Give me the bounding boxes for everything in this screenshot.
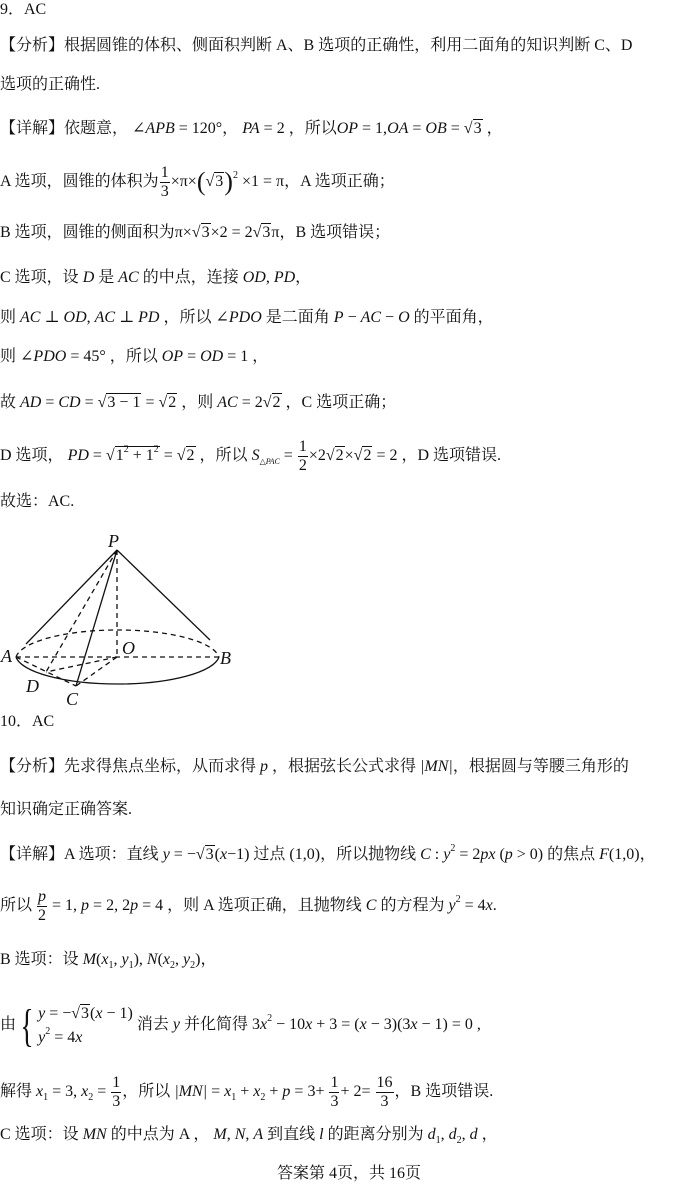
q9-option-c-line2: 则 AC ⊥ OD, AC ⊥ PD ，所以 ∠PDO 是二面角 P − AC − O 的平面角， bbox=[0, 309, 494, 326]
q9-analysis: 【分析】根据圆锥的体积、侧面积判断 A、B 选项的正确性，利用二面角的知识判断 C、D bbox=[0, 37, 633, 54]
q9-option-c-line3: 则 ∠PDO = 45° ，所以 OP = OD = 1 ， bbox=[0, 348, 269, 365]
equation-system: { y = −√3(x − 1) $y^2 = 4x$ bbox=[20, 999, 133, 1051]
q9-option-d: D 选项， PD = $√1^2 + 1^2 = √2$ ，所以 $S_{\triangle PAC}$ = $\frac{1}{2}$ ×2√2×√2 = 2 ，D 选项错误. bbox=[0, 437, 502, 474]
detail-label: 【详解】依题意， bbox=[0, 120, 129, 137]
angle-apb: ∠APB bbox=[132, 120, 175, 137]
cone-diagram bbox=[0, 520, 300, 710]
q9-conclusion: 故选：AC. bbox=[0, 493, 75, 510]
label-a: A bbox=[1, 646, 12, 666]
q9-header: 9．AC bbox=[0, 1, 47, 18]
label-o: O bbox=[122, 638, 135, 658]
q10-option-b-line2: 由{ y = −√3(x − 1) $y^2 = 4x$ 消去 y 并化简得 $3x^2 - 10x + 3 = (x - 3)(3x - 1) = 0$ , bbox=[0, 999, 481, 1051]
q9-option-a: A 选项，圆锥的体积为 $\frac{1}{3}$ $\times\pi\times(√3)^2 \times 1 = \pi$，A 选项正确； bbox=[0, 163, 395, 200]
fraction-one-half: $\frac{1}{2}$ bbox=[298, 437, 307, 474]
q10-analysis-line1: 【分析】先求得焦点坐标，从而求得 p ，根据弦长公式求得 |MN|，根据圆与等腰三角形的 bbox=[0, 758, 629, 775]
q10-detail-line1: 【详解】A 选项：直线 y = −√3(x−1) 过点 (1,0)，所以抛物线 C : $y^2 = 2px$ (p > 0) 的焦点 F(1,0)， bbox=[0, 843, 656, 863]
option-b-suffix: ，B 选项错误； bbox=[279, 224, 391, 241]
equation-1: y = −√3(x − 1) bbox=[38, 1004, 133, 1022]
option-a-suffix: ，A 选项正确； bbox=[284, 173, 395, 190]
pa-value: PA bbox=[242, 120, 260, 137]
q9-detail-intro: 【详解】依题意， ∠APB = 120°， PA = 2 ，所以OP = 1,OA = OB = √3 ， bbox=[0, 120, 503, 137]
q10-option-c-line1: C 选项：设 MN 的中点为 A ， M, N, A 到直线 l 的距离分别为 $d_1$, $d_2$, d ， bbox=[0, 1126, 498, 1146]
page-footer: 答案第 4页，共 16页 bbox=[276, 1165, 421, 1182]
cone-svg bbox=[0, 520, 300, 710]
fraction-p-over-2: $\frac{p}{2}$ bbox=[38, 887, 47, 924]
q10-option-b-line3: 解得 $x_1 = 3$, $x_2$ = $\frac{1}{3}$ ，所以 $|MN| = x_1 + x_2 + p = 3+$ $\frac{1}{3}$ + 2= $\frac{16}{3}$ ，B 选项错误. bbox=[0, 1073, 494, 1110]
option-a-prefix: A 选项，圆锥的体积为 bbox=[0, 173, 159, 190]
label-d: D bbox=[26, 676, 39, 696]
label-b: B bbox=[220, 648, 231, 668]
q10-header: 10．AC bbox=[0, 713, 55, 730]
q9-analysis-continued: 选项的正确性. bbox=[0, 76, 101, 93]
q10-detail-line2: 所以 $\frac{p}{2}$ = 1, p = 2, 2p = 4 ，则 A 选项正确，且抛物线 C 的方程为 $y^2 = 4x$. bbox=[0, 887, 497, 924]
q10-option-b-line1: B 选项：设 $M(x_1$, $y_1$), $N(x_2$, $y_2$)， bbox=[0, 951, 217, 971]
label-c: C bbox=[66, 689, 79, 709]
q9-option-b: B 选项，圆锥的侧面积为π×√3×2 = 2√3π，B 选项错误； bbox=[0, 224, 391, 241]
label-p: P bbox=[108, 531, 119, 551]
equation-2: $y^2 = 4x$ bbox=[38, 1025, 83, 1046]
q9-option-c-line4: 故 AD = CD = √3 − 1 = √2 ，则 AC = 2√2 ，C 选项正确； bbox=[0, 394, 397, 411]
q9-option-c-line1: C 选项，设 D 是 AC 的中点，连接 OD, PD， bbox=[0, 269, 312, 286]
option-b-prefix: B 选项，圆锥的侧面积为 bbox=[0, 224, 175, 241]
q10-analysis-line2: 知识确定正确答案. bbox=[0, 801, 133, 818]
fraction-one-third: $\frac{1}{3}$ bbox=[160, 163, 169, 200]
